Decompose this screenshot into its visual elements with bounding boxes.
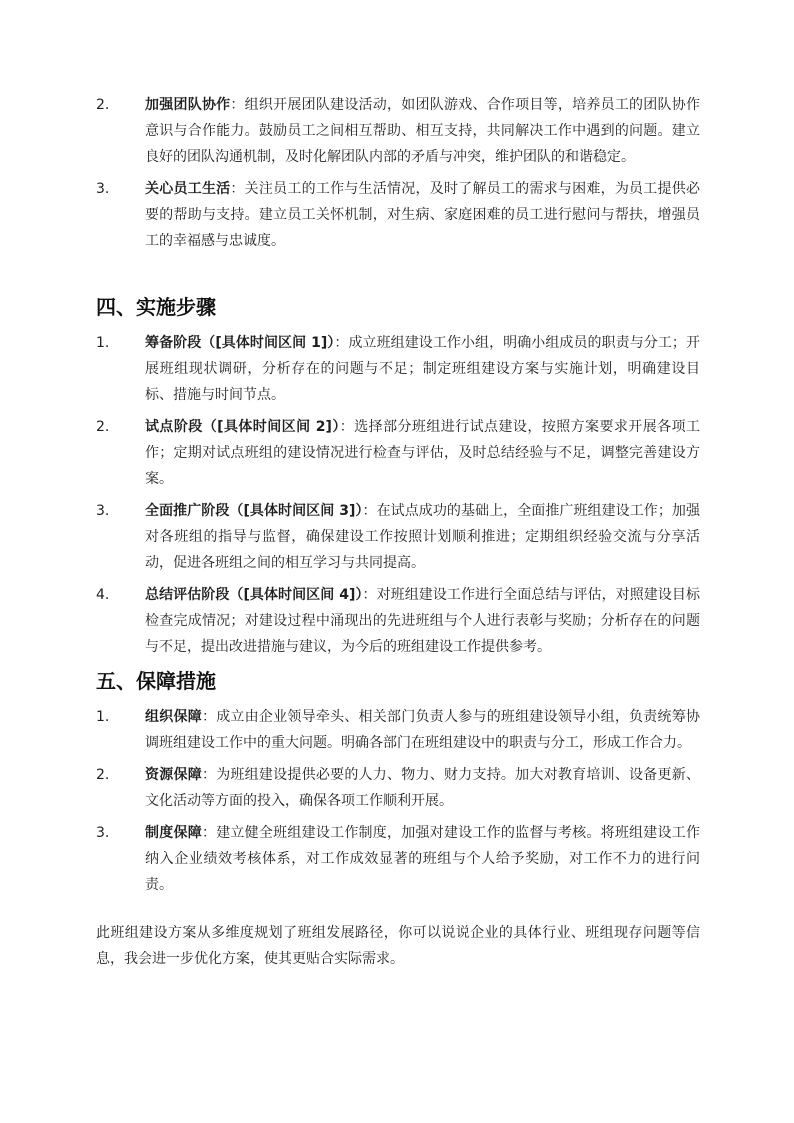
item-number: 2. [96,97,110,113]
list-item [96,414,700,492]
item-number: 1. [96,709,110,725]
item-number: 3. [96,825,110,841]
item-text: ：选择部分班组进行试点建设，按照方案要求开展各项工作；定期对试点班组的建设情况进行检查与评估，及时总结经验与不足，调整完善建设方案。 [145,419,700,487]
item-lead: 全面推广阶段（[具体时间区间 3]） [145,503,363,519]
section3-list [96,92,700,260]
list-item [96,582,700,660]
item-text: ：为班组建设提供必要的人力、物力、财力支持。加大对教育培训、设备更新、文化活动等方面的投入，确保各项工作顺利开展。 [145,767,701,809]
list-item [96,330,700,408]
item-lead: 加强团队协作 [145,97,231,113]
list-item [96,176,700,254]
section4-list [96,330,700,666]
item-number: 1. [96,335,110,351]
item-lead: 总结评估阶段（[具体时间区间 4]） [145,587,363,603]
section5-list [96,704,700,904]
item-lead: 关心员工生活 [145,181,231,197]
item-number: 4. [96,587,110,603]
list-item [96,820,700,898]
item-lead: 组织保障 [145,709,202,725]
item-lead: 资源保障 [145,767,202,783]
list-item [96,762,700,814]
closing-paragraph: 此班组建设方案从多维度规划了班组发展路径，你可以说说企业的具体行业、班组现存问题等信息，我会进一步优化方案，使其更贴合实际需求。 [96,925,700,967]
item-number: 3. [96,181,110,197]
item-number: 2. [96,767,110,783]
item-text: ：建立健全班组建设工作制度，加强对建设工作的监督与考核。将班组建设工作纳入企业绩效考核体系，对工作成效显著的班组与个人给予奖励，对工作不力的进行问责。 [145,825,701,893]
list-item [96,92,700,170]
item-number: 3. [96,503,110,519]
section5-heading: 五、保障措施 [96,669,216,693]
item-lead: 筹备阶段（[具体时间区间 1]） [145,335,335,351]
item-lead: 试点阶段（[具体时间区间 2]） [145,419,340,435]
item-text: ：成立由企业领导牵头、相关部门负责人参与的班组建设领导小组，负责统筹协调班组建设工作中的重大问题。明确各部门在班组建设中的职责与分工，形成工作合力。 [145,709,701,751]
item-number: 2. [96,419,110,435]
item-text: ：组织开展团队建设活动，如团队游戏、合作项目等，培养员工的团队协作意识与合作能力。鼓励员工之间相互帮助、相互支持，共同解决工作中遇到的问题。建立良好的团队沟通机制，及时化解团队内部的矛盾与冲突，维护团队的和谐稳定。 [145,97,700,165]
item-text: ：成立班组建设工作小组，明确小组成员的职责与分工；开展班组现状调研，分析存在的问题与不足；制定班组建设方案与实施计划，明确建设目标、措施与时间节点。 [145,335,701,403]
list-item [96,498,700,576]
item-text: ：在试点成功的基础上，全面推广班组建设工作；加强对各班组的指导与监督，确保建设工作按照计划顺利推进；定期组织经验交流与分享活动，促进各班组之间的相互学习与共同提高。 [145,503,700,571]
item-text: ：对班组建设工作进行全面总结与评估，对照建设目标检查完成情况；对建设过程中涌现出的先进班组与个人进行表彰与奖励；分析存在的问题与不足，提出改进措施与建议，为今后的班组建设工作提供参考。 [145,587,700,655]
item-text: ：关注员工的工作与生活情况，及时了解员工的需求与困难，为员工提供必要的帮助与支持。建立员工关怀机制，对生病、家庭困难的员工进行慰问与帮扶，增强员工的幸福感与忠诚度。 [145,181,700,249]
section4-heading: 四、实施步骤 [96,295,216,319]
item-lead: 制度保障 [145,825,202,841]
list-item [96,704,700,756]
